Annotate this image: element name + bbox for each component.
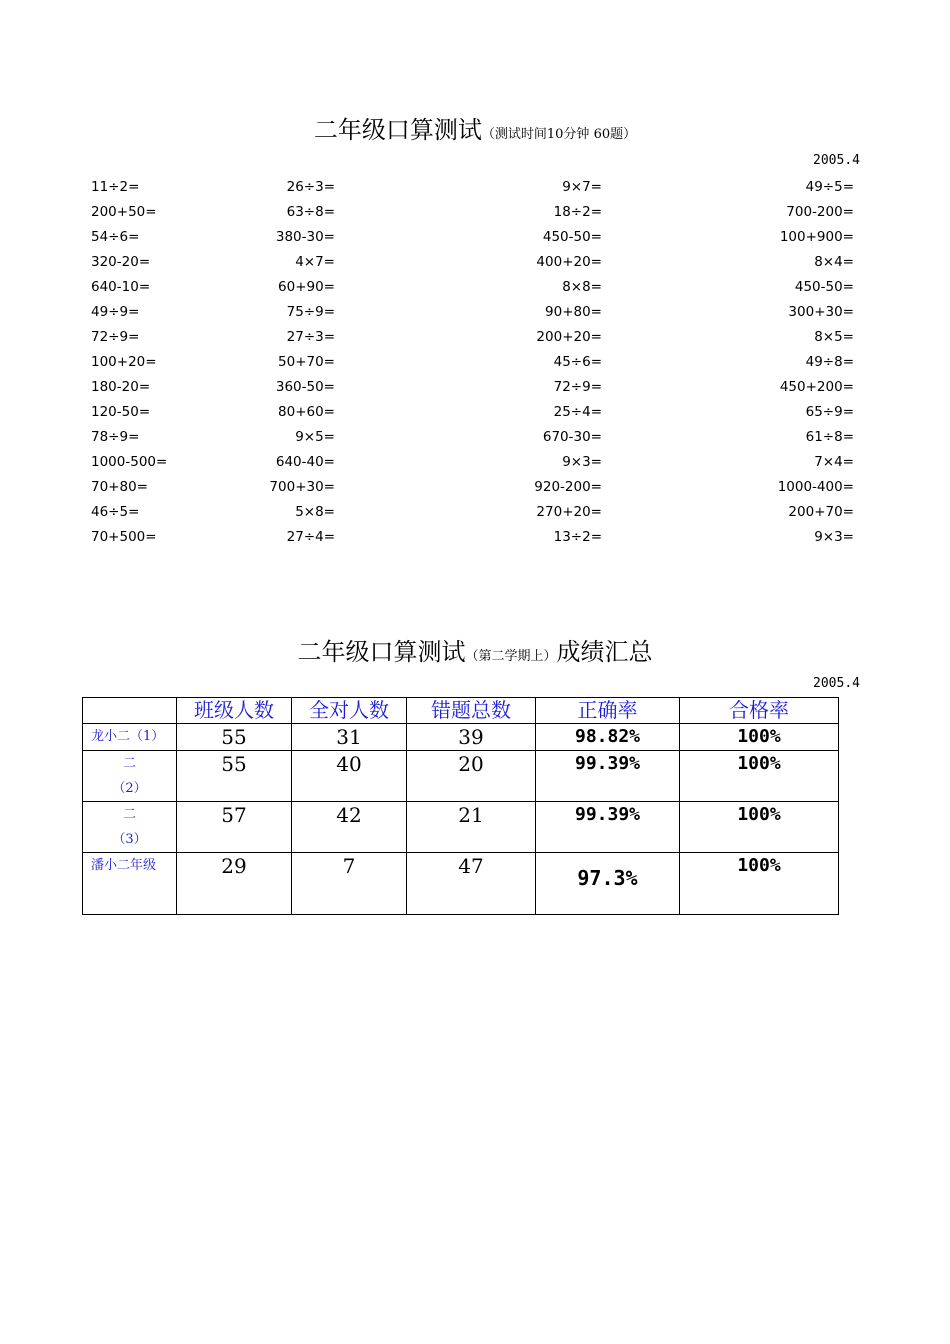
problem-column-3 (480, 175, 602, 550)
total-errors: 39 (407, 724, 536, 751)
problem-item: 270+20= (536, 504, 602, 520)
class-size: 29 (177, 853, 292, 915)
test-date: 2005.4 (813, 153, 860, 168)
class-name (83, 802, 177, 853)
problem-item: 180-20= (91, 379, 151, 395)
table-row (83, 751, 839, 802)
class-name-line1: 潘小二年级 (91, 858, 157, 873)
class-size: 55 (177, 751, 292, 802)
problem-item: 700+30= (269, 479, 335, 495)
problem-item: 200+50= (91, 204, 157, 220)
problem-item: 400+20= (536, 254, 602, 270)
problem-item: 26÷3= (286, 179, 335, 195)
problem-item: 7×4= (814, 454, 854, 470)
problem-item: 49÷9= (91, 304, 140, 320)
problem-item: 46÷5= (91, 504, 140, 520)
problem-item: 65÷9= (805, 404, 854, 420)
problem-column-2 (200, 175, 335, 550)
problem-item: 120-50= (91, 404, 151, 420)
accuracy-rate: 97.3% (536, 853, 680, 915)
class-name-line1: 二 (122, 756, 136, 771)
problem-item: 450-50= (542, 229, 602, 245)
problem-item: 8×8= (562, 279, 602, 295)
header-total-errors: 错题总数 (407, 698, 536, 724)
problem-item: 380-30= (275, 229, 335, 245)
problem-item: 4×7= (295, 254, 335, 270)
problem-item: 9×7= (562, 179, 602, 195)
problem-item: 72÷9= (91, 329, 140, 345)
header-accuracy: 正确率 (536, 698, 680, 724)
summary-table (82, 697, 839, 915)
class-name-line2: （2） (112, 781, 147, 796)
summary-header-row (83, 698, 839, 724)
problem-item: 13÷2= (553, 529, 602, 545)
problem-item: 60+90= (278, 279, 335, 295)
problem-item: 5×8= (295, 504, 335, 520)
header-corner (83, 698, 177, 724)
class-name (83, 853, 177, 915)
problem-item: 8×5= (814, 329, 854, 345)
problem-item: 9×3= (814, 529, 854, 545)
problem-item: 450-50= (794, 279, 854, 295)
all-correct-count: 40 (292, 751, 407, 802)
problem-item: 700-200= (786, 204, 854, 220)
header-all-correct: 全对人数 (292, 698, 407, 724)
problem-item: 78÷9= (91, 429, 140, 445)
class-name-line1: 二 (122, 807, 136, 822)
problem-item: 50+70= (278, 354, 335, 370)
summary-title-main: 二年级口算测试 (297, 638, 466, 666)
test-title-main: 二年级口算测试 (313, 116, 482, 144)
class-name (83, 724, 177, 751)
problem-column-4 (700, 175, 854, 550)
problem-item: 63÷8= (286, 204, 335, 220)
problem-item: 9×3= (562, 454, 602, 470)
accuracy-rate: 99.39% (536, 802, 680, 853)
problem-item: 670-30= (542, 429, 602, 445)
class-name-line1: 龙小二（1） (91, 729, 165, 744)
accuracy-rate: 99.39% (536, 751, 680, 802)
problem-item: 72÷9= (553, 379, 602, 395)
test-title-subtitle: （测试时间10分钟 60题） (481, 127, 637, 142)
problem-item: 100+900= (779, 229, 854, 245)
problem-item: 640-10= (91, 279, 151, 295)
problem-item: 49÷5= (805, 179, 854, 195)
problem-item: 80+60= (278, 404, 335, 420)
problem-item: 27÷4= (286, 529, 335, 545)
problem-item: 920-200= (534, 479, 602, 495)
accuracy-rate: 98.82% (536, 724, 680, 751)
problem-item: 320-20= (91, 254, 151, 270)
header-pass-rate: 合格率 (680, 698, 839, 724)
problem-item: 70+80= (91, 479, 148, 495)
problem-item: 25÷4= (553, 404, 602, 420)
total-errors: 47 (407, 853, 536, 915)
problem-item: 8×4= (814, 254, 854, 270)
all-correct-count: 7 (292, 853, 407, 915)
problem-item: 100+20= (91, 354, 157, 370)
problem-item: 9×5= (295, 429, 335, 445)
pass-rate: 100% (680, 802, 839, 853)
summary-date: 2005.4 (813, 676, 860, 691)
class-name (83, 751, 177, 802)
problem-item: 49÷8= (805, 354, 854, 370)
problem-item: 1000-400= (777, 479, 854, 495)
test-title (0, 110, 950, 145)
summary-title-paren: （第二学期上） (465, 649, 557, 664)
problem-item: 61÷8= (805, 429, 854, 445)
problem-item: 11÷2= (91, 179, 140, 195)
pass-rate: 100% (680, 724, 839, 751)
problem-item: 54÷6= (91, 229, 140, 245)
problem-item: 300+30= (788, 304, 854, 320)
problem-item: 1000-500= (91, 454, 168, 470)
total-errors: 20 (407, 751, 536, 802)
problem-item: 27÷3= (286, 329, 335, 345)
problem-item: 18÷2= (553, 204, 602, 220)
table-row (83, 802, 839, 853)
pass-rate: 100% (680, 853, 839, 915)
problem-item: 75÷9= (286, 304, 335, 320)
problem-item: 70+500= (91, 529, 157, 545)
problem-item: 45÷6= (553, 354, 602, 370)
problem-item: 450+200= (779, 379, 854, 395)
header-class-size: 班级人数 (177, 698, 292, 724)
problem-item: 90+80= (545, 304, 602, 320)
all-correct-count: 42 (292, 802, 407, 853)
problem-item: 360-50= (275, 379, 335, 395)
all-correct-count: 31 (292, 724, 407, 751)
class-name-line2: （3） (112, 832, 147, 847)
problem-item: 200+70= (788, 504, 854, 520)
problem-item: 200+20= (536, 329, 602, 345)
total-errors: 21 (407, 802, 536, 853)
problem-item: 640-40= (275, 454, 335, 470)
summary-title-tail: 成绩汇总 (556, 638, 653, 666)
pass-rate: 100% (680, 751, 839, 802)
summary-title (0, 632, 950, 667)
table-row (83, 853, 839, 915)
table-row (83, 724, 839, 751)
class-size: 55 (177, 724, 292, 751)
problem-column-1 (91, 175, 167, 550)
class-size: 57 (177, 802, 292, 853)
